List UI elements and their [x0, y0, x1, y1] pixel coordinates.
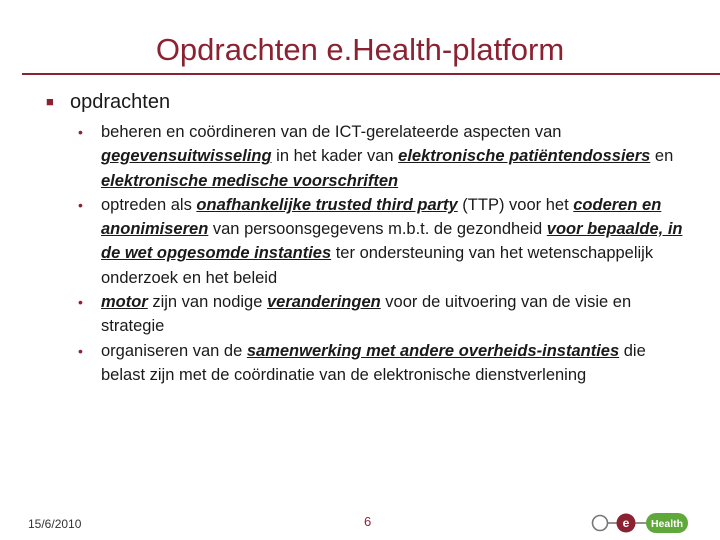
- emphasized-text: elektronische patiëntendossiers: [398, 147, 651, 166]
- logo-ring-icon: [593, 516, 608, 531]
- logo-health-word: Health: [650, 518, 684, 530]
- bullet-dot-icon: •: [78, 342, 83, 359]
- square-bullet-icon: ■: [46, 94, 54, 109]
- emphasized-text: gegevensuitwisseling: [101, 147, 272, 166]
- item-text: voor de uitvoering van de visie en strategie: [101, 293, 632, 336]
- item-text: beheren en coördineren van de ICT-gerelateerde aspecten van: [101, 123, 562, 141]
- item-text: van persoonsgegevens m.b.t. de gezondheid: [208, 220, 547, 239]
- bullet-dot-icon: •: [78, 294, 83, 311]
- item-text: die belast zijn met de coördinatie van de elektronische dienstverlening: [101, 341, 646, 384]
- item-text: (TTP) voor het: [457, 195, 574, 214]
- emphasized-text: veranderingen: [267, 293, 381, 312]
- sub-bullet-item: [78, 290, 688, 339]
- ehealth-logo: [590, 510, 690, 536]
- sub-bullet-item: [78, 339, 688, 388]
- item-text: in het kader van: [271, 147, 399, 166]
- footer-date: 15/6/2010: [28, 517, 82, 531]
- item-text: organiseren van de: [101, 341, 247, 360]
- level1-bullet: [46, 89, 170, 115]
- level1-text: opdrachten: [70, 91, 171, 113]
- item-text: zijn van nodige: [147, 293, 267, 312]
- bullet-dot-icon: •: [78, 124, 83, 140]
- sub-bullet-item: [78, 193, 688, 290]
- emphasized-text: elektronische medische voorschriften: [101, 171, 399, 190]
- emphasized-text: motor: [101, 293, 148, 312]
- sub-bullet-item: [78, 120, 688, 193]
- emphasized-text: voor bepaalde, in de wet opgesomde instanties: [101, 220, 683, 263]
- sub-bullet-list: [78, 120, 688, 387]
- logo-e-letter: e: [622, 516, 630, 530]
- slide-title: Opdrachten e.Health-platform: [155, 32, 565, 67]
- item-text: en: [650, 147, 674, 166]
- title-divider: [22, 73, 720, 75]
- emphasized-text: samenwerking met andere overheids-instanties: [246, 341, 620, 360]
- item-text: optreden als: [101, 195, 197, 214]
- emphasized-text: onafhankelijke trusted third party: [196, 195, 458, 214]
- bullet-dot-icon: •: [78, 196, 83, 213]
- page-number: 6: [364, 514, 372, 529]
- item-text: ter ondersteuning van het wetenschappelijk onderzoek en het beleid: [101, 244, 654, 287]
- emphasized-text: coderen en anonimiseren: [101, 195, 662, 239]
